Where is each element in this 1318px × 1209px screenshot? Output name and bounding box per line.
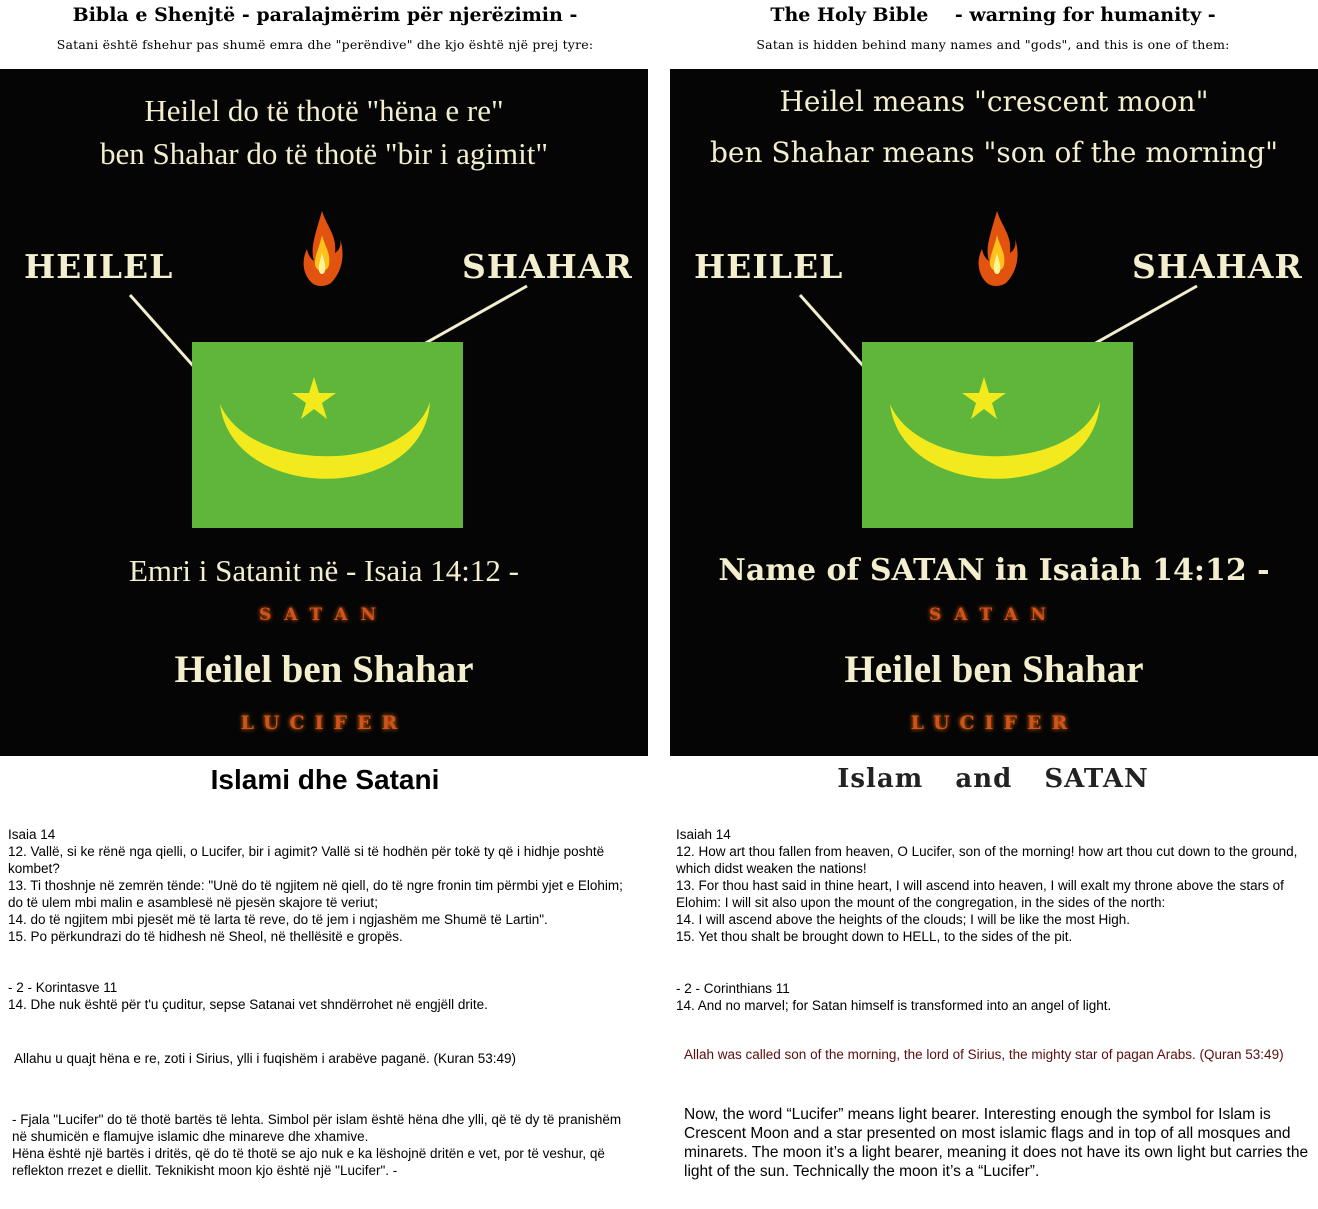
label-heilel: HEILEL (694, 247, 844, 286)
corinthians-line: 14. And no marvel; for Satan himself is transformed into an angel of light. (676, 998, 1112, 1013)
lucifer-text: LUCIFER (910, 712, 1078, 734)
quran-quote: Allahu u quajt hëna e re, zoti i Sirius, ylli i fuqishëm i arabëve paganë. (Kuran 53:49) (14, 1051, 517, 1066)
section-title: Islam and SATAN (837, 764, 1149, 794)
corinthians-line: - 2 - Corinthians 11 (676, 981, 790, 996)
header-title: Bibla e Shenjtë - paralajmërim për njerëzimin - (72, 4, 578, 26)
poster (670, 69, 1318, 756)
isaiah-line: 15. Yet thou shalt be brought down to HELL, to the sides of the pit. (676, 929, 1073, 944)
isaiah-line: Isaia 14 (8, 827, 56, 842)
poster-line-2: ben Shahar do të thotë "bir i agimit" (99, 136, 549, 171)
star-icon (962, 377, 1006, 419)
heilel-ben-shahar-text: Heilel ben Shahar (844, 648, 1144, 691)
isaiah-passage (8, 826, 638, 945)
isaiah-line: 12. How art thou fallen from heaven, O Lucifer, son of the morning! how art thou cut down to the ground, which didst weaken the nations! (676, 844, 1298, 876)
flag (192, 342, 463, 528)
poster (0, 69, 648, 756)
lucifer-explanation (12, 1111, 632, 1179)
corinthians-passage (8, 979, 638, 1013)
heilel-ben-shahar-text: Heilel ben Shahar (174, 648, 474, 691)
header-title: The Holy Bible - warning for humanity - (770, 4, 1216, 26)
label-heilel: HEILEL (24, 247, 174, 286)
poster-line-2: ben Shahar means "son of the morning" (710, 136, 1278, 169)
corinthians-line: - 2 - Korintasve 11 (8, 980, 118, 995)
lucifer-explanation (684, 1105, 1312, 1181)
satan-text: SATAN (259, 605, 389, 625)
isaiah-line: 14. I will ascend above the heights of the clouds; I will be like the most High. (676, 912, 1130, 927)
isaiah-line: 13. For thou hast said in thine heart, I will ascend into heaven, I will exalt my throne above the stars of Elohim: I will sit also upon the mount of the congregation, in the sides of the north: (676, 878, 1284, 910)
quran-quote: Allah was called son of the morning, the lord of Sirius, the mighty star of pagan Arabs. (Quran 53:49) (684, 1047, 1284, 1062)
lucifer-note-line: - Fjala "Lucifer" do të thotë bartës të lehta. Simbol për islam është hëna dhe ylli, që të dy të pranishëm në shumicën e flamujve islamic dhe minareve dhe xhamive. (12, 1112, 622, 1144)
label-shahar: SHAHAR (462, 247, 633, 286)
crescent-icon (862, 342, 1133, 528)
corinthians-line: 14. Dhe nuk është për t'u çuditur, sepse Satanai vet shndërrohet në engjëll drite. (8, 997, 488, 1012)
isaiah-line: 13. Ti thoshnje në zemrën tënde: "Unë do të ngjitem në qiell, do të ngre fronin tim përmbi yjet e Elohim; do të ulem mbi malin e asamblesë në pjesën skajore të veriut; (8, 878, 623, 910)
star-icon (292, 377, 336, 419)
corinthians-passage (676, 980, 1306, 1014)
lucifer-note-line: Hëna është një bartës i dritës, që do të thotë se ajo nuk e ka lëshojnë dritën e vet, por të veshur, që reflekton rrezet e diellit. Teknikisht moon kjo është një "Lucifer". - (12, 1146, 605, 1178)
isaiah-line: 15. Po përkundrazi do të hidhesh në Sheol, në thellësitë e gropës. (8, 929, 403, 944)
name-of-satan-line: Emri i Satanit në - Isaia 14:12 - (129, 553, 519, 588)
flag (862, 342, 1133, 528)
poster-line-1: Heilel do të thotë "hëna e re" (144, 93, 504, 128)
lucifer-note-line: Now, the word “Lucifer” means light bearer. Interesting enough the symbol for Islam is Crescent Moon and a star presented on most islamic flags and in top of all mosques and minarets. The moon it’s a light bearer, meaning it does not have its own light but carries the light of the sun. Technically the moon it’s a “Lucifer”. (684, 1106, 1309, 1180)
isaiah-passage (676, 826, 1306, 945)
name-of-satan-line: Name of SATAN in Isaiah 14:12 - (718, 553, 1270, 588)
isaiah-line: 12. Vallë, si ke rënë nga qielli, o Lucifer, bir i agimit? Vallë si të hodhën për tokë ty që i hidhje poshtë kombet? (8, 844, 605, 876)
isaiah-line: Isaiah 14 (676, 827, 731, 842)
isaiah-line: 14. do të ngjitem mbi pjesët më të larta të reve, do të jem i ngjashëm me Shumë të Lartin". (8, 912, 548, 927)
left-column-albanian (0, 0, 650, 1209)
lucifer-text: LUCIFER (240, 712, 408, 734)
label-shahar: SHAHAR (1132, 247, 1303, 286)
header-subtitle: Satani është fshehur pas shumë emra dhe "perëndive" dhe kjo është një prej tyre: (56, 37, 594, 52)
poster-line-1: Heilel means "crescent moon" (779, 85, 1209, 118)
section-title: Islami dhe Satani (210, 764, 440, 795)
right-column-english (668, 0, 1318, 1209)
crescent-icon (192, 342, 463, 528)
header-subtitle: Satan is hidden behind many names and "gods", and this is one of them: (756, 37, 1230, 52)
satan-text: SATAN (929, 605, 1059, 625)
